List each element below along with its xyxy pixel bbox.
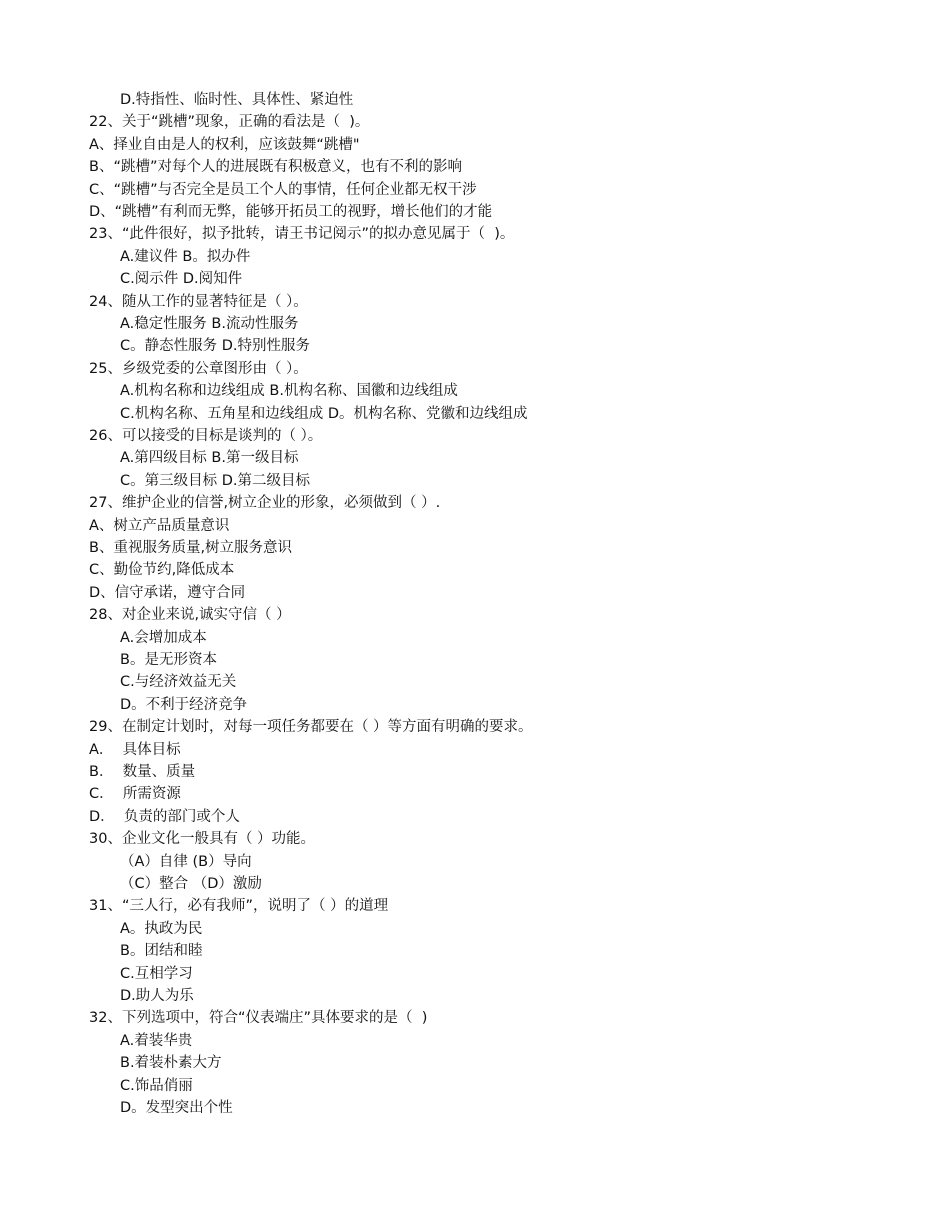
answer-option: A． 具体目标 xyxy=(89,741,181,758)
answer-option: B． 数量、质量 xyxy=(89,764,196,780)
question-text: 25、乡级党委的公章图形由（ ）。 xyxy=(89,360,308,377)
answer-option: B、“跳槽”对每个人的进展既有积极意义，也有不利的影响 xyxy=(89,159,462,176)
answer-option: C． 所需资源 xyxy=(89,786,181,803)
answer-option-indented: C.阅示件 D.阅知件 xyxy=(120,271,243,288)
answer-option-indented: B.着装朴素大方 xyxy=(120,1055,222,1072)
question-text: 28、对企业来说,诚实守信（ ） xyxy=(89,607,291,624)
answer-option-indented: C.互相学习 xyxy=(120,965,193,982)
answer-option-indented: A。执政为民 xyxy=(120,920,203,937)
answer-option: B、重视服务质量,树立服务意识 xyxy=(89,540,293,556)
answer-option: A、择业自由是人的权利，应该鼓舞“跳槽" xyxy=(89,136,360,153)
answer-option-indented: D。发型突出个性 xyxy=(120,1100,233,1116)
answer-option-indented: A.第四级目标 B.第一级目标 xyxy=(120,450,299,467)
question-text: 23、“此件很好，拟予批转，请王书记阅示”的拟办意见属于（ )。 xyxy=(89,226,515,243)
question-text: 29、在制定计划时，对每一项任务都要在（ ）等方面有明确的要求。 xyxy=(89,719,533,736)
answer-option-indented: C.饰品俏丽 xyxy=(120,1077,193,1094)
answer-option-indented: A.着装华贵 xyxy=(120,1032,193,1049)
answer-option-indented: C.机构名称、五角星和边线组成 D。机构名称、党徽和边线组成 xyxy=(120,405,528,422)
question-text: 30、企业文化一般具有（ ）功能。 xyxy=(89,831,316,848)
answer-option-indented: （C）整合 （D）激励 xyxy=(120,876,262,892)
question-text: 32、下列选项中，符合“仪表端庄”具体要求的是（ ) xyxy=(89,1010,428,1027)
answer-option-indented: B。是无形资本 xyxy=(120,652,217,668)
answer-option-indented: D。不利于经济竞争 xyxy=(120,696,248,713)
answer-option-indented: A.建议件 B。拟办件 xyxy=(120,248,251,265)
answer-option-indented: B。团结和睦 xyxy=(120,943,203,960)
question-text: 26、可以接受的目标是谈判的（ ）。 xyxy=(89,428,323,444)
question-text: 22、关于“跳槽”现象，正确的看法是（ )。 xyxy=(89,114,370,131)
answer-option-indented: C。静态性服务 D.特别性服务 xyxy=(120,338,311,355)
answer-option: C、勤俭节约,降低成本 xyxy=(89,562,235,579)
answer-option-indented: A.稳定性服务 B.流动性服务 xyxy=(120,316,299,332)
question-text: 31、“三人行，必有我师”，说明了（ ）的道理 xyxy=(89,898,389,915)
answer-option: A、树立产品质量意识 xyxy=(89,517,230,534)
answer-option-indented: A.会增加成本 xyxy=(120,629,207,646)
answer-option: D． 负责的部门或个人 xyxy=(89,808,240,825)
answer-option-indented: D.助人为乐 xyxy=(120,988,194,1004)
answer-option-indented: C。第三级目标 D.第二级目标 xyxy=(120,472,311,489)
answer-option-indented: A.机构名称和边线组成 B.机构名称、国徽和边线组成 xyxy=(120,383,458,400)
answer-option-indented: D.特指性、临时性、具体性、紧迫性 xyxy=(120,92,354,108)
answer-option-indented: C.与经济效益无关 xyxy=(120,674,237,691)
question-text: 27、维护企业的信誉,树立企业的形象，必须做到（ ）. xyxy=(89,495,441,512)
answer-option: C、“跳槽”与否完全是员工个人的事情，任何企业都无权干涉 xyxy=(89,181,477,198)
answer-option: D、“跳槽”有利而无弊，能够开拓员工的视野，增长他们的才能 xyxy=(89,204,493,220)
question-text: 24、随从工作的显著特征是（ ）。 xyxy=(89,293,308,310)
answer-option: D、信守承诺，遵守合同 xyxy=(89,584,246,601)
answer-option-indented: （A）自律 (B）导向 xyxy=(120,853,252,870)
